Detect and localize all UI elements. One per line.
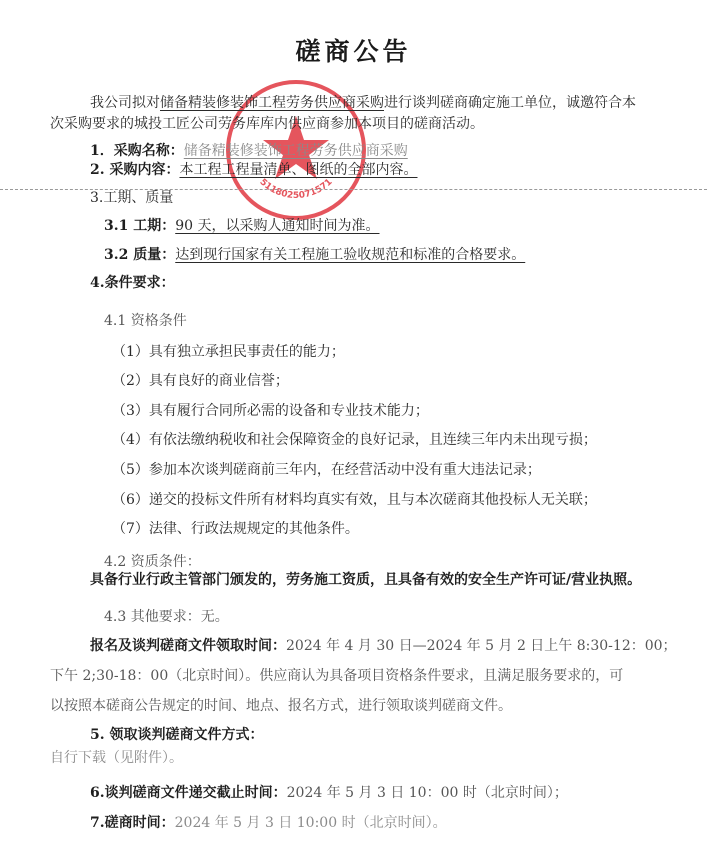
condition-item: （2）具有良好的商业信誉； (112, 373, 289, 389)
condition-item: （6）递交的投标文件所有材料均真实有效，且与本次磋商其他投标人无关联； (112, 492, 597, 508)
registration-line-3: 以按照本磋商公告规定的时间、地点、报名方式，进行领取谈判磋商文件。 (50, 698, 512, 714)
item-value: 90 天，以采购人通知时间为准。 (175, 218, 380, 234)
item-4-2: 4.2 资质条件： (104, 554, 201, 570)
item-value: 达到现行国家有关工程施工验收规范和标准的合格要求。 (175, 247, 526, 263)
item-3-2 (104, 246, 525, 264)
item-label: 1．采购名称： (90, 143, 184, 159)
item-3-1 (104, 217, 380, 235)
item-4-1: 4.1 资格条件 (104, 313, 187, 329)
condition-item: （3）具有履行合同所必需的设备和专业技术能力； (112, 403, 429, 419)
intro-suffix: 进行谈判磋商确定施工单位，诚邀符合本 (384, 95, 636, 111)
item-label: 6.谈判磋商文件递交截止时间： (90, 785, 287, 801)
item-label: 3.2 质量： (104, 247, 176, 263)
item-label: 3.1 工期： (104, 218, 176, 234)
item-value: 2024 年 5 月 3 日 10：00 时（北京时间）； (286, 785, 568, 801)
item-1 (90, 142, 408, 160)
registration-time (90, 637, 677, 655)
item-value: 2024 年 5 月 3 日 10:00 时（北京时间）。 (174, 815, 447, 831)
intro-project: 储备精装修装饰工程劳务供应商采购 (160, 95, 384, 111)
condition-item: （5）参加本次谈判磋商前三年内，在经营活动中没有重大违法记录； (112, 462, 541, 478)
item-4-2-value: 具备行业行政主管部门颁发的，劳务施工资质，且具备有效的安全生产许可证/营业执照。 (90, 572, 642, 588)
item-2 (90, 161, 418, 179)
condition-item: （1）具有独立承担民事责任的能力； (112, 344, 345, 360)
intro-prefix: 我公司拟对 (90, 95, 160, 111)
item-3: 3.工期、质量 (90, 190, 174, 206)
item-4-3: 4.3 其他要求：无。 (104, 609, 229, 625)
item-4: 4.条件要求： (90, 275, 175, 291)
stamp-code: 5118025071571 (257, 177, 335, 201)
item-6 (90, 784, 568, 802)
intro-line-2: 次采购要求的城投工匠公司劳务库库内供应商参加本项目的磋商活动。 (50, 116, 484, 132)
condition-item: （7）法律、行政法规规定的其他条件。 (112, 521, 359, 537)
item-7 (90, 814, 447, 832)
page-title: 磋商公告 (295, 37, 412, 66)
item-label: 2. 采购内容： (90, 162, 180, 178)
intro-line-1 (90, 94, 636, 112)
item-5-value: 自行下载（见附件）。 (50, 750, 183, 766)
item-value: 储备精装修装饰工程劳务供应商采购 (183, 143, 408, 159)
registration-line-2: 下午 2;30-18：00（北京时间）。供应商认为具备项目资格条件要求，且满足服务要求的，可 (50, 668, 624, 684)
item-5: 5. 领取谈判磋商文件方式： (90, 727, 264, 743)
item-label: 7.磋商时间： (90, 815, 175, 831)
item-value: 本工程工程量清单、图纸的全部内容。 (179, 162, 418, 178)
item-value: 2024 年 4 月 30 日—2024 年 5 月 2 日上午 8:30-12：00； (286, 638, 677, 654)
condition-item: （4）有依法缴纳税收和社会保障资金的良好记录，且连续三年内未出现亏损； (112, 432, 597, 448)
item-label: 报名及谈判磋商文件领取时间： (90, 638, 286, 654)
